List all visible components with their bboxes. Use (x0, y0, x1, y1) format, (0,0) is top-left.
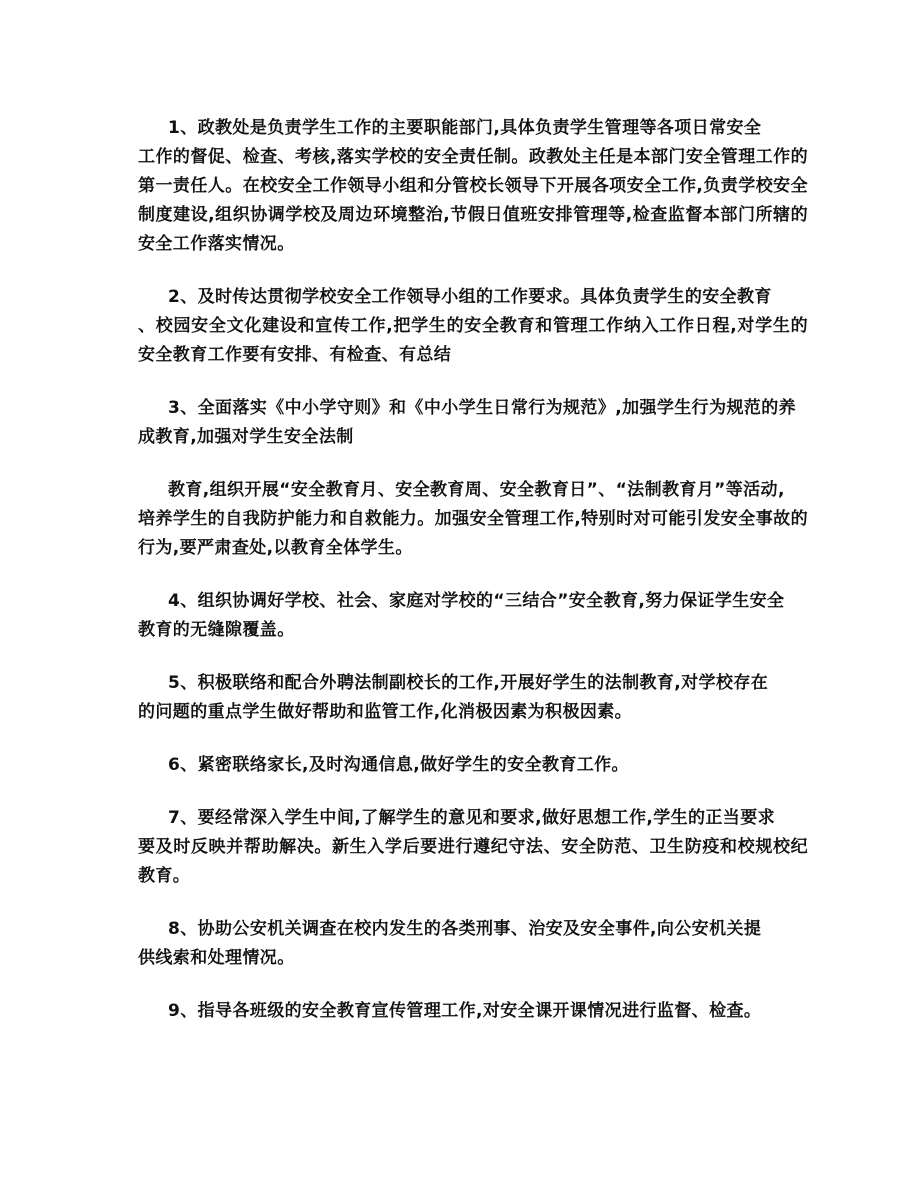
document-body (138, 114, 808, 1050)
paragraph-8 (138, 804, 808, 891)
paragraph-continuation: 成教育,加强对学生安全法制 (138, 427, 354, 447)
paragraph-lead: 3、全面落实《中小学守则》和《中小学生日常行为规范》,加强学生行为规范的养 (168, 398, 797, 418)
paragraph-continuation: 要及时反映并帮助解决。新生入学后要进行遵纪守法、安全防范、卫生防疫和校规校纪教育。 (138, 837, 808, 886)
paragraph-lead: 9、指导各班级的安全教育宣传管理工作,对安全课开课情况进行监督、检查。 (168, 1001, 762, 1021)
paragraph-lead: 2、及时传达贯彻学校安全工作领导小组的工作要求。具体负责学生的安全教育 (168, 287, 772, 307)
paragraph-lead: 5、积极联络和配合外聘法制副校长的工作,开展好学生的法制教育,对学校存在 (168, 673, 769, 693)
paragraph-9 (138, 915, 808, 973)
paragraph-1 (138, 114, 808, 259)
paragraph-continuation: 教育的无缝隙覆盖。 (138, 620, 295, 640)
paragraph-6 (138, 669, 808, 727)
paragraph-lead: 8、协助公安机关调查在校内发生的各类刑事、治安及安全事件,向公安机关提 (168, 919, 762, 939)
paragraph-2 (138, 283, 808, 370)
paragraph-lead: 6、紧密联络家长,及时沟通信息,做好学生的安全教育工作。 (168, 755, 629, 775)
paragraph-lead: 教育,组织开展“安全教育月、安全教育周、安全教育日”、“法制教育月”等活动, (168, 480, 785, 500)
paragraph-10 (168, 997, 808, 1026)
paragraph-4 (138, 476, 808, 563)
paragraph-continuation: 供线索和处理情况。 (138, 948, 295, 968)
paragraph-continuation: 、校园安全文化建设和宣传工作,把学生的安全教育和管理工作纳入工作日程,对学生的安全教育工作要有安排、有检查、有总结 (138, 316, 808, 365)
paragraph-continuation: 工作的督促、检查、考核,落实学校的安全责任制。政教处主任是本部门安全管理工作的第一责任人。在校安全工作领导小组和分管校长领导下开展各项安全工作,负责学校安全制度建设,组织协调学校及周边环境整治,节假日值班安排管理等,检查监督本部门所辖的安全工作落实情况。 (138, 147, 808, 254)
paragraph-7 (168, 751, 808, 780)
paragraph-lead: 4、组织协调好学校、社会、家庭对学校的“三结合”安全教育,努力保证学生安全 (168, 591, 785, 611)
paragraph-5 (138, 587, 808, 645)
paragraph-continuation: 的问题的重点学生做好帮助和监管工作,化消极因素为积极因素。 (138, 702, 633, 722)
paragraph-lead: 1、政教处是负责学生工作的主要职能部门,具体负责学生管理等各项日常安全 (168, 118, 762, 138)
paragraph-3 (138, 394, 808, 452)
paragraph-continuation: 培养学生的自我防护能力和自救能力。加强安全管理工作,特别时对可能引发安全事故的行为,要严肃查处,以教育全体学生。 (138, 509, 808, 558)
paragraph-lead: 7、要经常深入学生中间,了解学生的意见和要求,做好思想工作,学生的正当要求 (168, 808, 776, 828)
